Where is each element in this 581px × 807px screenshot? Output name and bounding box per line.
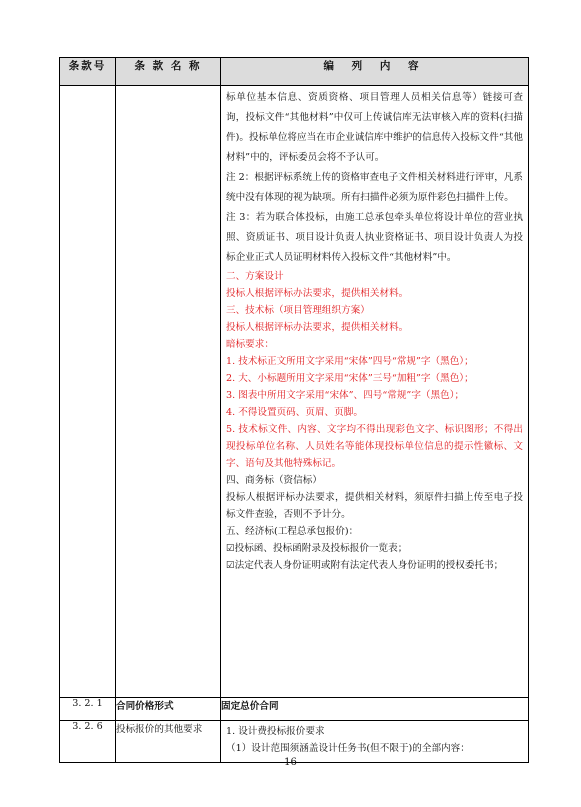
content-paragraph: 2. 大、小标题所用文字采用“宋体”三号“加粗”字（黑色）； xyxy=(226,373,474,384)
clause-name-cell xyxy=(116,86,221,698)
clause-no-cell: 3. 2. 6 xyxy=(60,721,116,763)
content-paragraph: ☑投标函、投标函附录及投标报价一览表； xyxy=(226,543,408,554)
content-paragraphs xyxy=(221,86,528,576)
content-paragraph: 投标人根据评标办法要求，提供相关材料。 xyxy=(226,322,409,333)
clause-name-cell: 合同价格形式 xyxy=(116,698,221,721)
content-paragraphs xyxy=(221,721,528,759)
page-number: 16 xyxy=(284,757,297,768)
header-content: 编 列 内 容 xyxy=(221,58,529,86)
content-paragraph: 1. 技术标正文所用文字采用“宋体”四号“常规”字（黑色）； xyxy=(226,356,474,367)
clause-table xyxy=(59,57,529,763)
content-paragraph: ☑法定代表人身份证明或附有法定代表人身份证明的授权委托书； xyxy=(226,560,504,571)
content-paragraph: 标单位基本信息、资质资格、项目管理人员相关信息等）链接可查询，投标文件“其他材料”中仅可上传诚信库无法审核入库的资料(扫描件)。投标单位将应当在市企业诚信库中维护的信息传入投标文件“其他材料”中的，评标委员会将不予认可。 xyxy=(226,92,523,163)
content-paragraph: 4. 不得设置页码、页眉、页脚。 xyxy=(226,407,363,418)
content-paragraph: 1. 设计费投标报价要求 xyxy=(226,726,325,737)
content-paragraph: 暗标要求： xyxy=(226,339,274,350)
content-paragraph: 三、技术标（项目管理组织方案） xyxy=(226,305,370,316)
content-paragraph: 5. 技术标文件、内容、文字均不得出现彩色文字、标识图形；不得出现投标单位名称、人员姓名等能体现投标单位信息的提示性徽标、文字、语句及其他特殊标记。 xyxy=(226,424,523,469)
content-paragraph: 投标人根据评标办法要求，提供相关材料。 xyxy=(226,288,409,299)
table-row xyxy=(60,698,529,721)
content-value-cell: 固定总价合同 xyxy=(221,698,529,721)
table-row xyxy=(60,86,529,698)
content-paragraph: 注 2：根据评标系统上传的资格审查电子文件相关材料进行评审，凡系统中没有体现的视为缺项。所有扫描件必须为原件彩色扫描件上传。 xyxy=(226,172,523,203)
clause-no-cell: 3. 2. 1 xyxy=(60,698,116,721)
table-header-row xyxy=(60,58,529,86)
content-paragraph: （1）设计范围须涵盖设计任务书(但不限于)的全部内容： xyxy=(226,743,470,754)
content-paragraph: 四、商务标（资信标） xyxy=(226,475,322,486)
content-paragraph: 3. 图表中所用文字采用“宋体”、四号“常规”字（黑色）； xyxy=(226,390,465,401)
header-clause-no: 条款号 xyxy=(60,58,116,86)
content-paragraph: 二、方案设计 xyxy=(226,271,284,282)
header-clause-name: 条 款 名 称 xyxy=(116,58,221,86)
clause-name-cell: 投标报价的其他要求 xyxy=(116,721,221,763)
content-paragraph: 五、经济标(工程总承包报价)： xyxy=(226,526,359,537)
content-cell xyxy=(221,86,529,698)
content-paragraph: 注 3：若为联合体投标，由施工总承包牵头单位将设计单位的营业执照、资质证书、项目设计负责人执业资格证书、项目设计负责人为投标企业正式人员证明材料传入投标文件“其他材料”中。 xyxy=(226,212,523,263)
clause-no-cell xyxy=(60,86,116,698)
content-paragraph: 投标人根据评标办法要求，提供相关材料，须原件扫描上传至电子投标文件查验，否则不予计分。 xyxy=(226,492,523,520)
